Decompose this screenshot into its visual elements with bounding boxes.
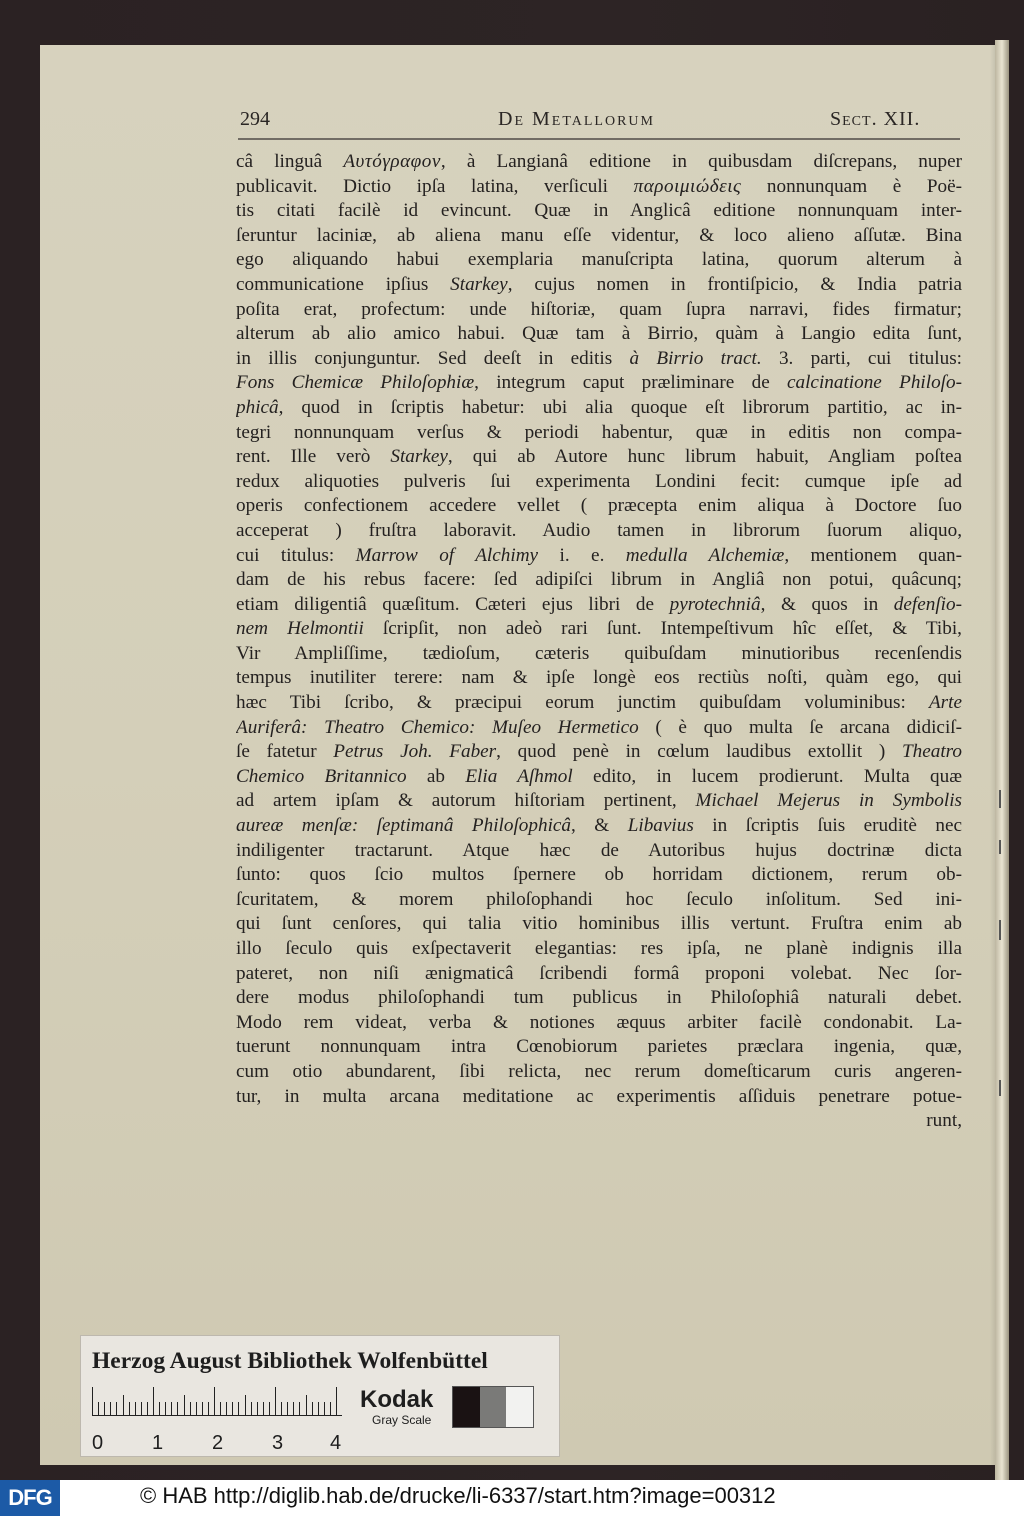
text-line [236, 544, 962, 569]
text-line [236, 347, 962, 372]
text-line [236, 494, 962, 519]
text-line [236, 421, 962, 446]
text-line [236, 839, 962, 864]
text-run: rent. Ille verò [236, 446, 391, 468]
text-run: tempus inutiliter terere: nam & ipſe longè eos rectiùs noſti, quàm ego, qui [236, 667, 962, 689]
text-run: 3. parti, cui titulus: [761, 347, 962, 369]
text-line [236, 199, 962, 224]
ruler-number: 2 [212, 1432, 224, 1454]
text-run: in ſcriptis ſuis eruditè nec [693, 815, 962, 837]
ruler-tick [220, 1402, 221, 1415]
ruler-tick [287, 1402, 288, 1415]
text-run: ego aliquando habui exemplaria manuſcripta latina, quorum alterum à [236, 249, 962, 271]
text-run: Vir Ampliſſime, tædioſum, cæteris quibuſdam minutioribus recenſendis [236, 642, 962, 664]
gray-swatch [506, 1387, 533, 1427]
text-run: ( è quo multa ſe arcana didiciſ- [638, 716, 962, 738]
text-line [236, 962, 962, 987]
kodak-gray-scale-label: Gray Scale [372, 1413, 432, 1427]
text-run: tuerunt nonnunquam intra Cœnobiorum parietes præclara ingenia, quæ, [236, 1036, 962, 1058]
margin-marks [997, 780, 1005, 1200]
text-run: ad artem ipſam & autorum hiſtoriam pertinent, [236, 790, 696, 812]
text-line [236, 1060, 962, 1085]
ruler-tick [306, 1395, 307, 1415]
text-run: dere modus philoſophandi tum publicus in Philoſophiâ naturali debet. [236, 987, 962, 1009]
text-run: ſunto: quos ſcio multos ſpernere ob horridam dictionem, rerum ob- [236, 864, 962, 886]
italic-run: nem Helmontii [236, 618, 364, 640]
ruler-tick [147, 1402, 148, 1415]
ruler-tick [312, 1402, 313, 1415]
text-line [236, 224, 962, 249]
text-run: pateret, non niſi ænigmaticâ ſcribendi formâ proponi volebat. Nec ſor- [236, 962, 962, 984]
ruler-tick [281, 1402, 282, 1415]
ruler-tick [214, 1387, 215, 1415]
greek-run: παροιμιώδεις [633, 175, 742, 197]
text-line [236, 937, 962, 962]
text-run: poſita erat, profectum: unde hiſtoriæ, quam ſupra narravi, fides firmatur; [236, 298, 962, 320]
text-line [236, 568, 962, 593]
ruler-tick [104, 1402, 105, 1415]
text-run: ſcripſit, non adeò rari ſunt. Intempeſtivum hîc eſſet, & Tibi, [363, 618, 962, 640]
text-run: ſe fatetur [236, 741, 334, 763]
text-line [236, 789, 962, 814]
text-run: runt, [926, 1110, 962, 1132]
italic-run: à Birrio tract. [629, 347, 762, 369]
text-run: câ linguâ [236, 151, 344, 172]
text-run: publicavit. Dictio ipſa latina, verſiculi [236, 175, 634, 197]
text-run: , à Langianâ editione in quibusdam diſcrepans, nuper [440, 151, 962, 172]
italic-run: Fons Chemicæ Philoſophiæ [236, 372, 475, 394]
ruler-tick [184, 1395, 185, 1415]
text-run: ab [406, 765, 466, 787]
text-line [236, 175, 962, 200]
ruler-number: 1 [152, 1432, 164, 1454]
ruler-tick [299, 1402, 300, 1415]
italic-run: Starkey [390, 446, 448, 468]
running-title: De Metallorum [498, 108, 655, 130]
ruler-tick [159, 1402, 160, 1415]
text-line [236, 248, 962, 273]
ruler-tick [263, 1402, 264, 1415]
text-run: hæc Tibi ſcribo, & præcipui eorum junctim quibuſdam voluminibus: [236, 692, 929, 714]
text-run: ſeruntur laciniæ, ab aliena manu eſſe videntur, & loco alieno aſſutæ. Bina [236, 224, 962, 246]
text-run: , & quos in [760, 593, 894, 615]
text-run: tis citati facilè id evincunt. Quæ in Anglicâ editione nonnunquam inter- [236, 200, 962, 222]
page-number: 294 [240, 108, 270, 130]
ruler-tick [245, 1395, 246, 1415]
ruler-tick [177, 1402, 178, 1415]
text-line [236, 666, 962, 691]
text-run: , & [571, 815, 628, 837]
ruler-tick [202, 1402, 203, 1415]
text-run: tur, in multa arcana meditatione ac experimentis aſſiduis penetrare potue- [236, 1085, 962, 1107]
text-line [236, 273, 962, 298]
text-line [236, 371, 962, 396]
text-run: etiam diligentiâ quæſitum. Cæteri ejus libri de [236, 593, 670, 615]
ruler-number: 4 [330, 1432, 342, 1454]
text-run: acceperat ) fruſtra laboravit. Audio tamen in librorum ſuorum aliquo, [236, 519, 962, 541]
text-run: ſcuritatem, & morem philoſophandi hoc ſeculo inſolitum. Sed ini- [236, 888, 962, 910]
text-line [236, 986, 962, 1011]
text-line [236, 593, 962, 618]
ruler-tick [324, 1402, 325, 1415]
text-line [236, 863, 962, 888]
page-fore-edge [995, 40, 1009, 1480]
text-run: , mentionem quan- [784, 544, 962, 566]
text-line [236, 814, 962, 839]
ruler-tick [165, 1402, 166, 1415]
italic-run: Starkey [450, 273, 508, 295]
italic-run: calcinatione Philoſo- [786, 372, 962, 394]
italic-run: Marrow of Alchimy [355, 544, 539, 566]
body-text [236, 150, 962, 1134]
text-run: , integrum caput præliminare de [474, 372, 787, 394]
text-run: in illis conjunguntur. Sed deeſt in editis [236, 347, 630, 369]
dfg-logo: DFG [0, 1480, 60, 1516]
text-run: communicatione ipſius [236, 273, 451, 295]
text-line [236, 445, 962, 470]
text-run: qui ſunt cenſores, qui talia vitio hominibus illis vertunt. Fruſtra enim ab [236, 913, 962, 935]
greek-run: Αυτόγραφον [343, 151, 441, 172]
text-line [236, 519, 962, 544]
text-run: , quod penè in cœlum laudibus extollit ) [496, 741, 902, 763]
text-run: , qui ab Autore hunc librum habuit, Angliam poſtea [447, 446, 962, 468]
ruler-tick [330, 1402, 331, 1415]
ruler-tick [196, 1402, 197, 1415]
text-run: operis confectionem accedere vellet ( præcepta enim aliqua à Doctore ſuo [236, 495, 962, 517]
section-label: Sect. XII. [830, 108, 921, 130]
italic-run: pyrotechniâ [669, 593, 761, 615]
ruler-tick [116, 1402, 117, 1415]
ruler-tick [238, 1402, 239, 1415]
text-run: cui titulus: [236, 544, 356, 566]
text-line [236, 765, 962, 790]
text-run: Modo rem videat, verba & notiones æquus arbiter facilè condonabit. La- [236, 1011, 962, 1033]
italic-run: Elia Aſhmol [465, 765, 573, 787]
text-line [236, 642, 962, 667]
italic-run: Arte [928, 692, 962, 714]
italic-run: defenſio- [893, 593, 962, 615]
ruler-tick [226, 1402, 227, 1415]
ruler-tick [336, 1387, 337, 1415]
italic-run: aureæ menſæ: ſeptimanâ Philoſophicâ [236, 815, 572, 837]
text-run: edito, in lucem prodierunt. Multa quæ [572, 765, 962, 787]
ruler-tick [293, 1402, 294, 1415]
ruler-tick [269, 1402, 270, 1415]
copyright-link[interactable]: © HAB http://diglib.hab.de/drucke/li-6337/start.htm?image=00312 [140, 1483, 776, 1508]
text-line [236, 1085, 962, 1110]
ruler-number: 0 [92, 1432, 104, 1454]
ruler-baseline [92, 1415, 342, 1416]
ruler-tick [251, 1402, 252, 1415]
gray-swatch [480, 1387, 507, 1427]
text-line [236, 617, 962, 642]
text-line [236, 322, 962, 347]
text-line [236, 470, 962, 495]
text-run: cum otio abundarent, ſibi relicta, nec rerum domeſticarum curis angeren- [236, 1060, 962, 1082]
library-label-title: Herzog August Bibliothek Wolfenbüttel [92, 1348, 488, 1374]
ruler-tick [135, 1402, 136, 1415]
text-line [236, 1011, 962, 1036]
ruler-tick [110, 1402, 111, 1415]
gray-scale-chart [452, 1386, 534, 1428]
text-run: tegri nonnunquam verſus & periodi habentur, quæ in editis non compa- [236, 421, 962, 443]
ruler-tick [318, 1402, 319, 1415]
ruler-tick [123, 1395, 124, 1415]
text-line [236, 150, 962, 175]
text-line [236, 691, 962, 716]
text-line [236, 298, 962, 323]
ruler-tick [141, 1402, 142, 1415]
italic-run: Michael Mejerus in Symbolis [695, 790, 962, 812]
text-run: nonnunquam è Poë- [741, 175, 962, 197]
ruler-tick [129, 1402, 130, 1415]
ruler-number: 3 [272, 1432, 284, 1454]
text-run: indiligenter tractarunt. Atque hæc de Autoribus hujus doctrinæ dicta [236, 839, 962, 861]
italic-run: Chemico Britannico [236, 765, 407, 787]
italic-run: Libavius [627, 815, 694, 837]
text-run: , cujus nomen in frontiſpicio, & India patria [507, 273, 962, 295]
ruler-tick [98, 1402, 99, 1415]
italic-run: Auriferâ: Theatro Chemico: Muſeo Hermetico [236, 716, 639, 738]
text-run: redux aliquoties pulveris ſui experimenta Londini fecit: cumque ipſe ad [236, 470, 962, 492]
text-run: illo ſeculo quis exſpectaverit elegantias: res ipſa, ne planè indignis illa [236, 938, 962, 959]
ruler-tick [232, 1402, 233, 1415]
text-line [236, 740, 962, 765]
scale-ruler [92, 1385, 347, 1423]
text-run: dam de his rebus facere: ſed adipiſci librum in Angliâ non potui, quâcunq; [236, 569, 962, 591]
text-line [236, 1109, 962, 1134]
italic-run: phicâ [236, 396, 279, 418]
ruler-tick [171, 1402, 172, 1415]
ruler-tick [208, 1402, 209, 1415]
ruler-tick [190, 1402, 191, 1415]
text-run: , quod in ſcriptis habetur: ubi alia quoque eſt librorum partitio, ac in- [278, 396, 962, 418]
text-line [236, 1035, 962, 1060]
kodak-brand: Kodak [360, 1386, 434, 1413]
ruler-tick [153, 1387, 154, 1415]
text-line [236, 396, 962, 421]
text-line [236, 912, 962, 937]
italic-run: Petrus Joh. Faber [333, 741, 497, 763]
ruler-tick [92, 1387, 93, 1415]
ruler-tick [275, 1387, 276, 1415]
text-line [236, 888, 962, 913]
text-line [236, 716, 962, 741]
text-run: i. e. [538, 544, 626, 566]
italic-run: Theatro [901, 741, 962, 763]
text-run: alterum ab alio amico habui. Quæ tam à Birrio, quàm à Langio edita ſunt, [236, 323, 962, 345]
gray-swatch [453, 1387, 480, 1427]
ruler-tick [257, 1402, 258, 1415]
italic-run: medulla Alchemiæ [625, 544, 785, 566]
header-rule [238, 138, 960, 140]
